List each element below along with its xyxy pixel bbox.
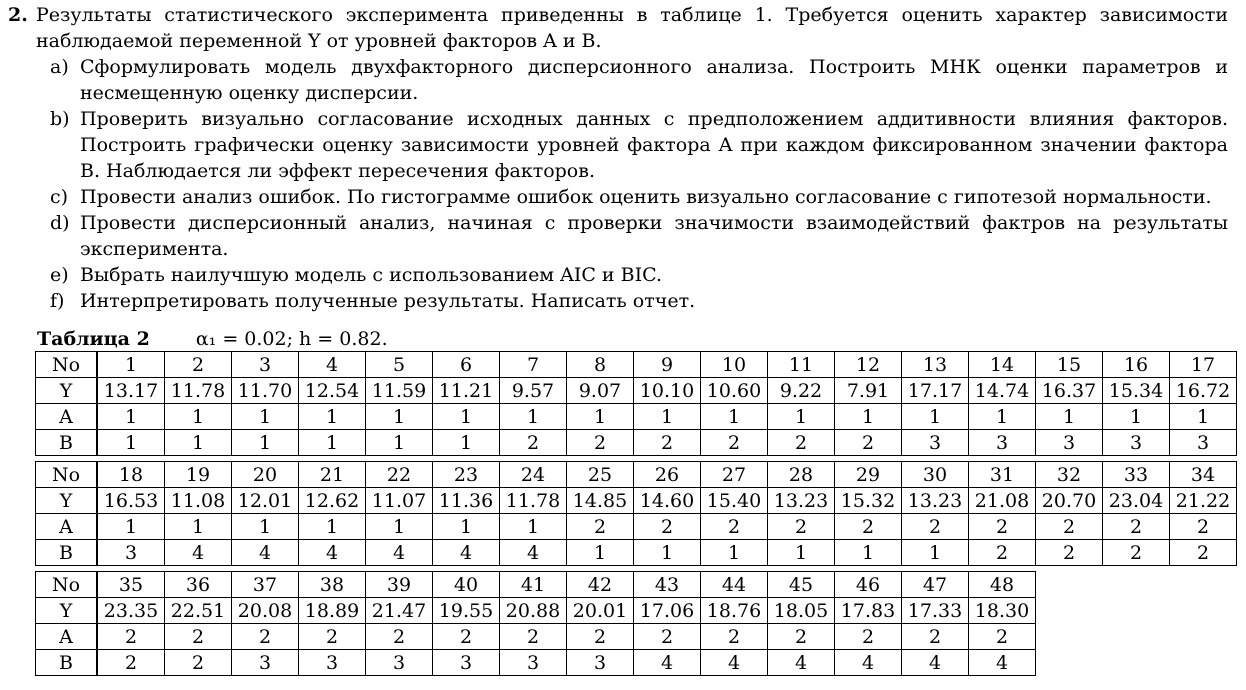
table-cell: 9.07 (567, 378, 634, 404)
table-cell: 17 (1170, 352, 1237, 378)
task-item-f (50, 288, 1228, 314)
table-cell: 2 (98, 624, 165, 650)
table-cell: 7 (500, 352, 567, 378)
table-cell: 12.01 (232, 488, 299, 514)
table-cell: 1 (1036, 404, 1103, 430)
table-cell: 1 (835, 404, 902, 430)
table-cell: 10 (701, 352, 768, 378)
row-label: B (36, 540, 98, 566)
table-cell: 1 (701, 540, 768, 566)
table-cell: 17.06 (634, 598, 701, 624)
table-cell: 17.17 (902, 378, 969, 404)
table-cell: 23.35 (98, 598, 165, 624)
table-cell: 9.22 (768, 378, 835, 404)
table-cell: 4 (299, 540, 366, 566)
table-cell: 3 (969, 430, 1036, 456)
task-list (50, 54, 1228, 314)
a-row (36, 624, 1036, 650)
y-row (36, 598, 1036, 624)
row-label: A (36, 404, 98, 430)
table-cell: 1 (567, 404, 634, 430)
table-cell: 2 (1036, 540, 1103, 566)
table-cell: 11.59 (366, 378, 433, 404)
task-item-b (50, 106, 1228, 184)
table-cell: 2 (1170, 514, 1237, 540)
table-cell: 1 (500, 514, 567, 540)
problem-statement: Результаты статистического эксперимента приведенны в таблице 1. Требуется оценить характер зависимости наблюдаемой переменной Y от уровней факторов A и B. (36, 4, 1228, 52)
table-cell: 45 (768, 572, 835, 598)
table-cell: 1 (232, 514, 299, 540)
table-cell: 16.72 (1170, 378, 1237, 404)
table-cell: 38 (299, 572, 366, 598)
table-cell: 1 (165, 404, 232, 430)
table-cell: 21.08 (969, 488, 1036, 514)
table-cell: 14.74 (969, 378, 1036, 404)
table-cell: 44 (701, 572, 768, 598)
table-cell: 43 (634, 572, 701, 598)
table-cell: 2 (1170, 540, 1237, 566)
table-cell: 41 (500, 572, 567, 598)
table-cell: 15 (1036, 352, 1103, 378)
table-cell: 1 (701, 404, 768, 430)
table-cell: 16 (1103, 352, 1170, 378)
table-cell: 1 (98, 430, 165, 456)
task-text: Выбрать наилучшую модель с использованием AIC и BIC. (80, 264, 663, 286)
table-cell: 36 (165, 572, 232, 598)
b-row (36, 650, 1036, 676)
table-cell: 18.76 (701, 598, 768, 624)
table-cell: 1 (232, 404, 299, 430)
table-cell: 1 (1170, 404, 1237, 430)
table-cell: 1 (902, 404, 969, 430)
task-text: Провести анализ ошибок. По гистограмме ошибок оценить визуально согласование с гипотезой нормальности. (80, 186, 1212, 208)
task-label: b) (50, 108, 70, 130)
table-cell: 2 (768, 430, 835, 456)
table-cell: 13 (902, 352, 969, 378)
table-cell: 20.08 (232, 598, 299, 624)
table-cell: 19 (165, 462, 232, 488)
table-cell: 2 (299, 624, 366, 650)
table-cell: 14.85 (567, 488, 634, 514)
row-label: A (36, 514, 98, 540)
table-cell: 12 (835, 352, 902, 378)
table-cell: 2 (902, 514, 969, 540)
table-cell: 35 (98, 572, 165, 598)
table-cell: 48 (969, 572, 1036, 598)
table-cell: 3 (1170, 430, 1237, 456)
table-cell: 2 (567, 430, 634, 456)
task-text: Сформулировать модель двухфакторного дисперсионного анализа. Построить МНК оценки параметров и несмещенную оценку дисперсии. (80, 56, 1228, 104)
table-cell: 22.51 (165, 598, 232, 624)
table-cell: 11.78 (500, 488, 567, 514)
table-cell: 1 (165, 430, 232, 456)
table-cell: 4 (768, 650, 835, 676)
table-cell: 1 (98, 404, 165, 430)
row-label: No (36, 572, 98, 598)
table-title: Таблица 2 (37, 328, 150, 350)
table-cell: 33 (1103, 462, 1170, 488)
task-text: Провести дисперсионный анализ, начиная с проверки значимости взаимодействий фактров на результаты эксперимента. (80, 212, 1228, 260)
table-cell: 2 (701, 624, 768, 650)
table-cell: 1 (634, 404, 701, 430)
table-cell: 29 (835, 462, 902, 488)
table-cell: 12.62 (299, 488, 366, 514)
table-cell: 39 (366, 572, 433, 598)
table-cell: 4 (232, 540, 299, 566)
table-cell: 7.91 (835, 378, 902, 404)
table-cell: 1 (768, 404, 835, 430)
table-cell: 21 (299, 462, 366, 488)
table-cell: 4 (634, 650, 701, 676)
table-cell: 23.04 (1103, 488, 1170, 514)
table-cell: 2 (232, 624, 299, 650)
table-cell: 27 (701, 462, 768, 488)
table-cell: 11.36 (433, 488, 500, 514)
table-cell: 2 (835, 514, 902, 540)
table-cell: 2 (634, 514, 701, 540)
table-cell: 5 (366, 352, 433, 378)
row-label: No (36, 352, 98, 378)
table-cell: 1 (165, 514, 232, 540)
table-cell: 2 (165, 352, 232, 378)
table-cell: 23 (433, 462, 500, 488)
table-cell: 2 (835, 430, 902, 456)
table-cell: 1 (835, 540, 902, 566)
table-cell: 3 (1103, 430, 1170, 456)
table-cell: 9.57 (500, 378, 567, 404)
table-cell: 2 (969, 540, 1036, 566)
data-table-2 (35, 461, 1237, 566)
table-cell: 2 (969, 514, 1036, 540)
table-cell: 1 (969, 404, 1036, 430)
table-cell: 13.17 (98, 378, 165, 404)
table-cell: 21.22 (1170, 488, 1237, 514)
table-cell: 18.30 (969, 598, 1036, 624)
table-cell: 3 (299, 650, 366, 676)
table-cell: 3 (366, 650, 433, 676)
table-cell: 1 (366, 404, 433, 430)
data-table-1 (35, 351, 1237, 456)
table-cell: 2 (567, 624, 634, 650)
table-cell: 1 (1103, 404, 1170, 430)
table-cell: 11.70 (232, 378, 299, 404)
table-cell: 20.70 (1036, 488, 1103, 514)
task-text: Интерпретировать полученные результаты. Написать отчет. (80, 290, 696, 312)
y-row (36, 488, 1237, 514)
table-cell: 13.23 (768, 488, 835, 514)
table-cell: 11.21 (433, 378, 500, 404)
table-cell: 3 (232, 352, 299, 378)
table-cell: 10.10 (634, 378, 701, 404)
table-cell: 3 (232, 650, 299, 676)
data-table-3 (35, 571, 1036, 676)
task-item-a (50, 54, 1228, 106)
table-cell: 24 (500, 462, 567, 488)
row-label: No (36, 462, 98, 488)
table-cell: 2 (98, 650, 165, 676)
table-cell: 4 (835, 650, 902, 676)
a-row (36, 404, 1237, 430)
row-label: Y (36, 378, 98, 404)
table-cell: 42 (567, 572, 634, 598)
table-cell: 19.55 (433, 598, 500, 624)
table-cell: 16.37 (1036, 378, 1103, 404)
table-cell: 3 (433, 650, 500, 676)
table-cell: 26 (634, 462, 701, 488)
y-row (36, 378, 1237, 404)
no-row (36, 462, 1237, 488)
table-cell: 13.23 (902, 488, 969, 514)
table-cell: 30 (902, 462, 969, 488)
table-cell: 20 (232, 462, 299, 488)
table-cell: 11 (768, 352, 835, 378)
table-cell: 15.34 (1103, 378, 1170, 404)
row-label: Y (36, 488, 98, 514)
task-label: a) (50, 56, 69, 78)
table-cell: 20.88 (500, 598, 567, 624)
table-cell: 20.01 (567, 598, 634, 624)
table-cell: 1 (768, 540, 835, 566)
table-cell: 3 (902, 430, 969, 456)
table-cell: 28 (768, 462, 835, 488)
task-label: e) (50, 264, 69, 286)
table-cell: 4 (969, 650, 1036, 676)
table-cell: 11.78 (165, 378, 232, 404)
table-cell: 2 (1103, 514, 1170, 540)
table-cell: 2 (634, 624, 701, 650)
table-caption (37, 327, 388, 351)
table-cell: 34 (1170, 462, 1237, 488)
table-cell: 11.07 (366, 488, 433, 514)
table-cell: 9 (634, 352, 701, 378)
table-cell: 4 (433, 540, 500, 566)
row-label: B (36, 430, 98, 456)
table-cell: 2 (701, 430, 768, 456)
table-cell: 2 (165, 650, 232, 676)
table-cell: 1 (299, 514, 366, 540)
table-cell: 4 (902, 650, 969, 676)
table-cell: 32 (1036, 462, 1103, 488)
table-cell: 1 (433, 514, 500, 540)
table-cell: 1 (98, 514, 165, 540)
table-cell: 15.32 (835, 488, 902, 514)
row-label: B (36, 650, 98, 676)
table-cell: 3 (98, 540, 165, 566)
a-row (36, 514, 1237, 540)
table-cell: 14 (969, 352, 1036, 378)
task-text: Проверить визуально согласование исходных данных с предположением аддитивности влияния факторов. Построить графически оценку зависимости уровней фактора A при каждом фиксированном значении фактора B. Наблюдается ли эффект пересечения факторов. (80, 108, 1228, 182)
table-cell: 4 (165, 540, 232, 566)
table-cell: 3 (1036, 430, 1103, 456)
table-cell: 12.54 (299, 378, 366, 404)
table-cell: 2 (433, 624, 500, 650)
table-cell: 1 (366, 430, 433, 456)
table-cell: 22 (366, 462, 433, 488)
table-cell: 11.08 (165, 488, 232, 514)
table-cell: 2 (768, 514, 835, 540)
table-cell: 1 (433, 404, 500, 430)
table-cell: 2 (969, 624, 1036, 650)
table-cell: 47 (902, 572, 969, 598)
table-cell: 4 (500, 540, 567, 566)
table-cell: 18 (98, 462, 165, 488)
task-label: f) (50, 290, 65, 312)
b-row (36, 430, 1237, 456)
table-cell: 4 (299, 352, 366, 378)
no-row (36, 352, 1237, 378)
table-cell: 1 (366, 514, 433, 540)
problem-number: 2. (8, 4, 28, 26)
table-cell: 1 (902, 540, 969, 566)
table-cell: 1 (232, 430, 299, 456)
table-cell: 1 (98, 352, 165, 378)
table-cell: 1 (634, 540, 701, 566)
task-item-c (50, 184, 1228, 210)
table-cell: 2 (500, 624, 567, 650)
table-cell: 1 (433, 430, 500, 456)
table-cell: 6 (433, 352, 500, 378)
row-label: Y (36, 598, 98, 624)
b-row (36, 540, 1237, 566)
table-cell: 17.33 (902, 598, 969, 624)
table-cell: 46 (835, 572, 902, 598)
task-label: c) (50, 186, 69, 208)
table-cell: 3 (567, 650, 634, 676)
table-cell: 37 (232, 572, 299, 598)
table-cell: 1 (500, 404, 567, 430)
row-label: A (36, 624, 98, 650)
table-cell: 31 (969, 462, 1036, 488)
problem-block (8, 2, 1228, 314)
table-cell: 2 (835, 624, 902, 650)
table-cell: 1 (299, 430, 366, 456)
table-cell: 8 (567, 352, 634, 378)
table-cell: 3 (500, 650, 567, 676)
table-cell: 2 (902, 624, 969, 650)
table-cell: 2 (366, 624, 433, 650)
table-cell: 25 (567, 462, 634, 488)
task-item-e (50, 262, 1228, 288)
table-cell: 21.47 (366, 598, 433, 624)
table-cell: 2 (500, 430, 567, 456)
table-cell: 4 (366, 540, 433, 566)
table-cell: 10.60 (701, 378, 768, 404)
task-label: d) (50, 212, 70, 234)
table-params: α₁ = 0.02; h = 0.82. (195, 328, 388, 350)
table-cell: 17.83 (835, 598, 902, 624)
table-cell: 15.40 (701, 488, 768, 514)
table-cell: 2 (1103, 540, 1170, 566)
no-row (36, 572, 1036, 598)
table-cell: 18.89 (299, 598, 366, 624)
table-cell: 2 (634, 430, 701, 456)
task-item-d (50, 210, 1228, 262)
table-cell: 2 (701, 514, 768, 540)
table-cell: 2 (1036, 514, 1103, 540)
table-cell: 1 (299, 404, 366, 430)
table-cell: 40 (433, 572, 500, 598)
table-cell: 2 (768, 624, 835, 650)
table-cell: 18.05 (768, 598, 835, 624)
table-cell: 4 (701, 650, 768, 676)
table-cell: 16.53 (98, 488, 165, 514)
table-cell: 2 (165, 624, 232, 650)
table-cell: 14.60 (634, 488, 701, 514)
table-cell: 1 (567, 540, 634, 566)
table-cell: 2 (567, 514, 634, 540)
